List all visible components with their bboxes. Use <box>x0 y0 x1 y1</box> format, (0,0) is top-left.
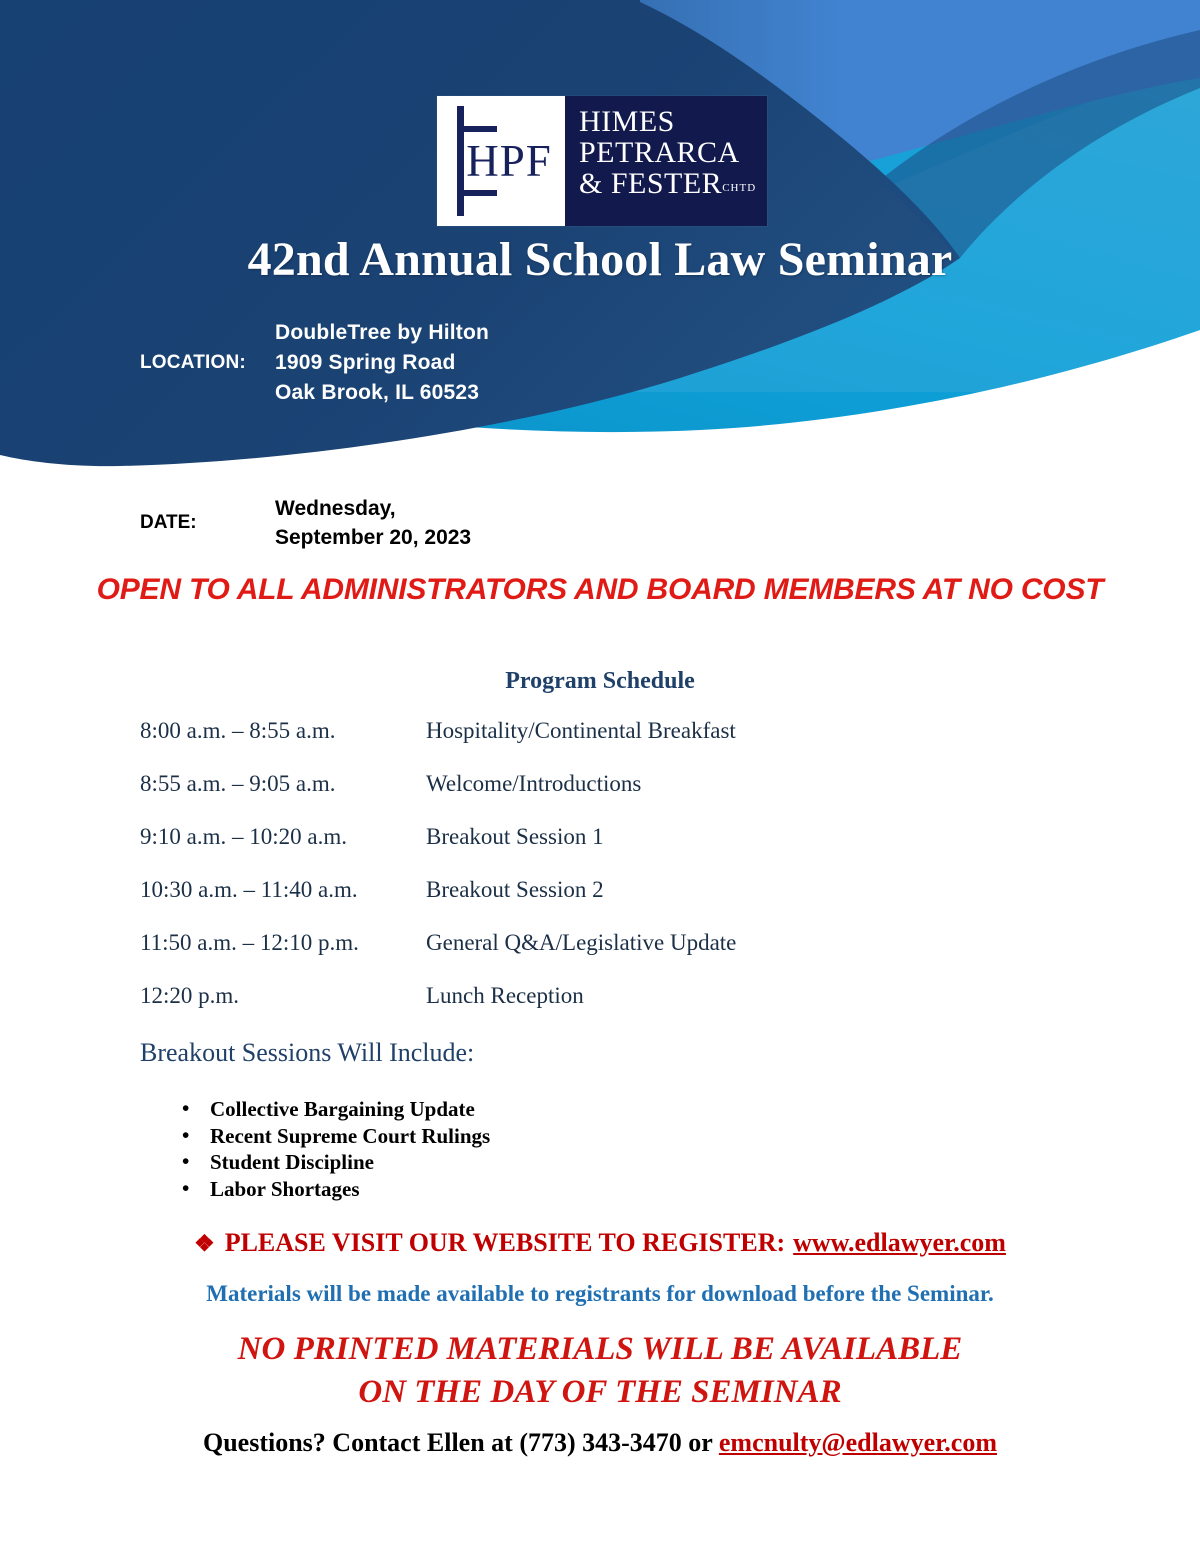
no-printed-line-1: NO PRINTED MATERIALS WILL BE AVAILABLE <box>237 1331 963 1367</box>
schedule-description: Breakout Session 1 <box>426 824 604 849</box>
schedule-time: 9:10 a.m. – 10:20 a.m. <box>140 824 347 849</box>
schedule-description: Breakout Session 2 <box>426 877 604 902</box>
contact-text: Questions? Contact Ellen at (773) 343-3470 or <box>202 1428 713 1457</box>
contact-info <box>0 1428 1200 1458</box>
location-street: 1909 Spring Road <box>275 350 456 374</box>
register-website-link[interactable]: www.edlawyer.com <box>793 1228 1006 1257</box>
breakout-sessions-list <box>175 1096 490 1203</box>
list-item: • Recent Supreme Court Rulings <box>210 1123 490 1150</box>
table-row <box>140 824 940 850</box>
register-text: PLEASE VISIT OUR WEBSITE TO REGISTER: <box>224 1228 786 1257</box>
logo-wordmark <box>565 96 767 226</box>
schedule-time: 11:50 a.m. – 12:10 p.m. <box>140 930 359 955</box>
logo-line-3: & FESTERCHTD <box>579 167 757 201</box>
no-printed-materials-notice <box>0 1328 1200 1414</box>
materials-availability-note: Materials will be made available to registrants for download before the Seminar. <box>206 1281 994 1306</box>
firm-logo <box>437 96 767 226</box>
list-item: • Collective Bargaining Update <box>210 1096 490 1123</box>
register-call-to-action <box>0 1228 1200 1258</box>
schedule-time: 8:00 a.m. – 8:55 a.m. <box>140 718 336 743</box>
schedule-time: 10:30 a.m. – 11:40 a.m. <box>140 877 358 902</box>
schedule-description: Welcome/Introductions <box>426 771 642 796</box>
program-schedule-heading: Program Schedule <box>505 668 695 694</box>
date-full: September 20, 2023 <box>275 526 472 550</box>
schedule-time: 12:20 p.m. <box>140 983 240 1008</box>
breakout-sessions-heading: Breakout Sessions Will Include: <box>140 1038 475 1067</box>
location-label: LOCATION: <box>140 351 246 373</box>
contact-email-link[interactable]: emcnulty@edlawyer.com <box>718 1428 997 1457</box>
logo-monogram-text: HPF <box>466 136 552 186</box>
date-block <box>140 494 471 553</box>
location-value <box>275 318 489 407</box>
schedule-description: General Q&A/Legislative Update <box>426 930 737 955</box>
schedule-description: Lunch Reception <box>426 983 584 1008</box>
table-row <box>140 930 940 956</box>
location-venue: DoubleTree by Hilton <box>275 321 490 344</box>
no-printed-line-2: ON THE DAY OF THE SEMINAR <box>358 1373 842 1410</box>
table-row <box>140 983 940 1009</box>
open-to-all-banner: OPEN TO ALL ADMINISTRATORS AND BOARD MEMBERS AT NO COST <box>96 573 1104 606</box>
page-title: 42nd Annual School Law Seminar <box>247 233 953 286</box>
schedule-time: 8:55 a.m. – 9:05 a.m. <box>140 771 336 796</box>
list-item: • Labor Shortages <box>210 1176 490 1203</box>
diamond-bullet-icon: ❖ <box>194 1231 215 1256</box>
program-schedule-table <box>140 718 940 1036</box>
date-label: DATE: <box>140 512 197 534</box>
table-row <box>140 771 940 797</box>
logo-suffix: CHTD <box>722 182 757 195</box>
location-block <box>140 318 489 407</box>
schedule-description: Hospitality/Continental Breakfast <box>426 718 736 743</box>
table-row <box>140 877 940 903</box>
logo-line-2: PETRARCA <box>579 136 740 170</box>
date-value <box>275 494 471 553</box>
table-row <box>140 718 940 744</box>
logo-monogram-icon <box>437 96 565 226</box>
logo-line-1: HIMES <box>579 105 675 138</box>
date-day: Wednesday, <box>275 497 396 520</box>
list-item: • Student Discipline <box>210 1149 490 1176</box>
location-city: Oak Brook, IL 60523 <box>275 380 480 404</box>
